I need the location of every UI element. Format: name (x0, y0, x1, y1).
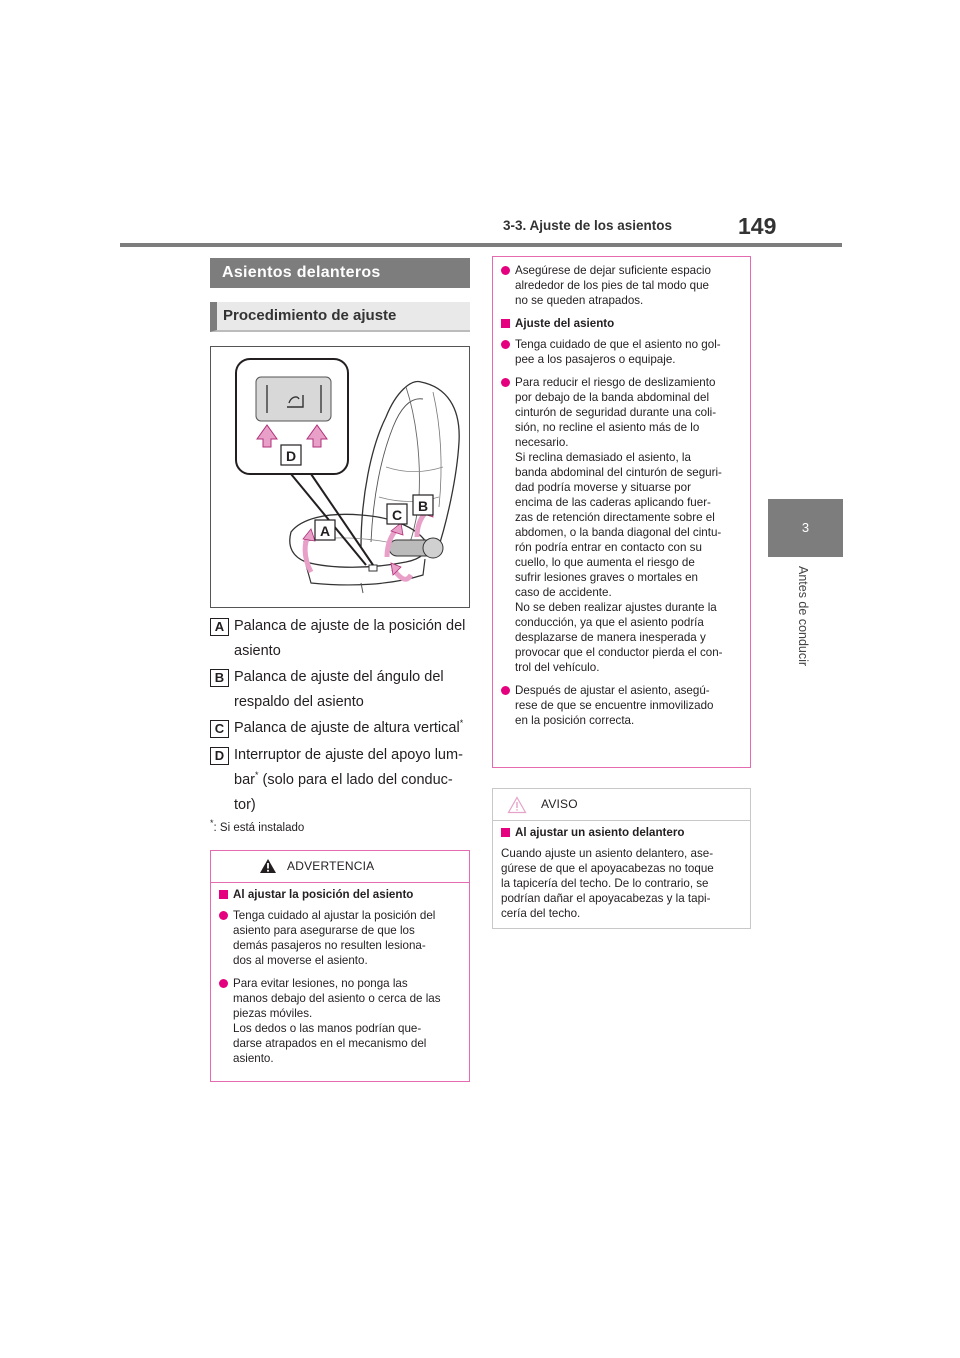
legend-key-c: C (210, 720, 229, 738)
section-title: Asientos delanteros (210, 258, 470, 288)
svg-text:D: D (285, 448, 297, 464)
right-heading: Ajuste del asiento (501, 316, 742, 331)
legend-item-b: B Palanca de ajuste del ángulo del respaldo del asiento (210, 665, 472, 715)
legend-key-a: A (210, 618, 229, 636)
figure-label-a (315, 520, 335, 540)
svg-text:C: C (391, 507, 403, 523)
right-bullet-1: Asegúrese de dejar suficiente espacio alrededor de los pies de tal modo que no se queden atrapados. (501, 263, 742, 308)
right-bullet-3: Para reducir el riesgo de deslizamiento por debajo de la banda abdominal del cinturón de seguridad durante una coli- sión, no recline el asiento más de lo necesario. Si reclina demasiado el asiento, la banda abdominal del cinturón de seguri- dad podría moverse y situarse por encima de las caderas aplicando fuer- zas de retención directamente sobre el abdomen, o la banda diagonal del cintu- rón podría entrar en contacto con su cuello, lo que aumenta el riesgo de sufrir lesiones graves o mortales en caso de accidente. No se deben realizar ajustes durante la conducción, ya que el asiento podría desplazarse de manera inesperada y provocar que el conductor pierda el con- trol del vehículo. (501, 375, 742, 675)
warning-box (210, 850, 470, 1082)
notice-box-header (493, 789, 750, 821)
caution-triangle-icon (507, 796, 527, 814)
seat-illustration (211, 347, 470, 608)
right-bullet-4: Después de ajustar el asiento, asegú- rese de que se encuentre inmovilizado en la posición correcta. (501, 683, 742, 728)
chapter-tab-label: Antes de conducir (796, 566, 810, 667)
svg-text:B: B (417, 498, 429, 514)
seat-adjustment-figure (210, 346, 470, 608)
warning-box-title: ADVERTENCIA (287, 859, 375, 873)
right-bullet-2: Tenga cuidado de que el asiento no gol- pee a los pasajeros o equipaje. (501, 337, 742, 367)
notice-body: Cuando ajuste un asiento delantero, ase- gúrese de que el apoyacabezas no toque la tapicería del techo. De lo contrario, se podrían dañar el apoyacabezas y la tapi- cería del techo. (501, 847, 714, 920)
chapter-tab: 3 (768, 499, 843, 557)
notice-box-title: AVISO (541, 797, 578, 811)
legend-key-b: B (210, 669, 229, 687)
subsection-title: Procedimiento de ajuste (210, 302, 470, 332)
page-number: 149 (738, 213, 777, 239)
legend-item-a: A Palanca de ajuste de la posición del asiento (210, 614, 472, 664)
warning-box-continued (492, 256, 751, 768)
notice-box (492, 788, 751, 929)
warning-box-header (211, 851, 469, 883)
warning-heading: Al ajustar la posición del asiento (219, 887, 461, 902)
notice-heading: Al ajustar un asiento delantero (501, 825, 742, 840)
legend-item-d: D Interruptor de ajuste del apoyo lum- bar* (solo para el lado del conduc- tor) (210, 743, 472, 818)
legend-item-c: C Palanca de ajuste de altura vertical* (210, 716, 472, 741)
warning-triangle-icon (259, 858, 277, 874)
figure-label-d (281, 445, 301, 465)
figure-label-c (387, 504, 407, 524)
warning-bullet-2: Para evitar lesiones, no ponga las manos debajo del asiento o cerca de las piezas móviles. Los dedos o las manos podrían que- darse atrapados en el mecanismo del asiento. (219, 976, 461, 1066)
footnote: *: Si está instalado (210, 818, 305, 834)
header-rule (120, 243, 842, 247)
legend-key-d: D (210, 747, 229, 765)
header-section-title: 3-3. Ajuste de los asientos (503, 218, 673, 233)
warning-bullet-1: Tenga cuidado al ajustar la posición del asiento para asegurarse de que los demás pasajeros no resulten lesiona- dos al moverse el asiento. (219, 908, 461, 968)
figure-label-b (413, 495, 433, 515)
svg-text:A: A (319, 523, 331, 539)
